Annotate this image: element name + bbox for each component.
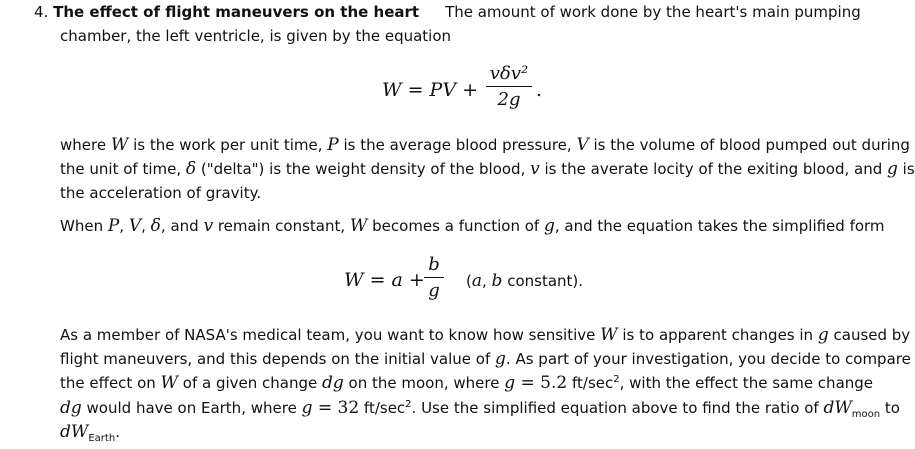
def-text: the acceleration of gravity. — [60, 184, 262, 202]
q-g: g — [301, 398, 313, 418]
def-text: is the average blood pressure, — [338, 136, 577, 154]
eq2-note-text: ( — [466, 272, 472, 290]
eq2-constant-note — [466, 271, 583, 291]
definitions-line-1 — [60, 135, 910, 155]
q-dW: dW — [823, 398, 852, 418]
q-text: to — [880, 399, 900, 417]
problem-title: The effect of flight maneuvers on the heart — [53, 3, 420, 21]
equation-2-fraction — [424, 254, 444, 302]
def-text: the unit of time, — [60, 160, 186, 178]
definitions-line-2 — [60, 159, 915, 179]
simp-g: g — [543, 216, 555, 236]
q-moon-subscript: moon — [851, 409, 881, 420]
q-text: . Use the simplified equation above to find the ratio of — [411, 399, 824, 417]
intro-text-a: The amount of work done by the heart's main pumping — [445, 3, 861, 21]
q-text: , with the effect the same change — [619, 374, 874, 392]
q-text: . — [115, 423, 120, 441]
q-dg: dg — [60, 398, 82, 418]
simp-v: v — [203, 216, 214, 236]
q-g: g — [495, 349, 506, 369]
q-text: . As part of your investigation, you decide to compare — [505, 350, 911, 368]
simp-delta: δ — [150, 216, 161, 236]
q-text: As a member of NASA's medical team, you want to know how sensitive — [60, 326, 601, 344]
q-dW: dW — [60, 422, 89, 442]
eq2-fraction-bar — [424, 277, 444, 278]
problem-number: 4. — [34, 3, 49, 21]
eq1-plus: + — [456, 79, 479, 101]
eq2-W: W — [344, 269, 364, 291]
intro-line-2 — [60, 26, 451, 46]
simp-V: V — [128, 216, 142, 236]
def-P: P — [327, 135, 339, 155]
def-text: is the volume of blood pumped out during — [588, 136, 910, 154]
eq2-note-text: , — [482, 272, 492, 290]
q-squared: 2 — [405, 399, 412, 410]
q-squared: 2 — [613, 374, 620, 385]
question-line-5 — [60, 422, 120, 442]
q-text: flight maneuvers, and this depends on the initial value of — [60, 350, 496, 368]
q-earth-subscript: Earth — [88, 433, 116, 444]
q-text: the effect on — [60, 374, 161, 392]
simp-text: , — [141, 217, 151, 235]
q-dg: dg — [322, 373, 344, 393]
q-unit: ft/sec — [359, 399, 406, 417]
simp-P: P — [107, 216, 120, 236]
equation-1-left — [382, 79, 478, 101]
q-W: W — [600, 325, 618, 345]
eq1-PV: PV — [429, 79, 457, 101]
eq1-equals: = — [401, 79, 430, 101]
problem-heading — [34, 2, 861, 22]
eq1-denominator: 2g — [497, 89, 521, 110]
q-unit: ft/sec — [567, 374, 614, 392]
q-text: on the moon, where — [343, 374, 505, 392]
def-text: where — [60, 136, 111, 154]
question-line-1 — [60, 325, 910, 345]
q-moon-value: = 5.2 — [515, 373, 568, 393]
eq1-W: W — [382, 79, 402, 101]
def-text: is the averate locity of the exiting blood, and — [539, 160, 887, 178]
question-line-4 — [60, 398, 900, 418]
equation-2-left — [344, 269, 425, 291]
eq2-a: a — [391, 269, 403, 291]
equation-1-fraction — [486, 63, 532, 111]
eq1-numerator: vδv² — [489, 63, 529, 84]
intro-text-b: chamber, the left ventricle, is given by the equation — [60, 27, 452, 45]
def-text: is the work per unit time, — [128, 136, 328, 154]
def-g: g — [887, 159, 898, 179]
simplified-line — [60, 216, 885, 236]
q-g: g — [817, 325, 829, 345]
q-text: of a given change — [178, 374, 323, 392]
eq1-period: . — [536, 79, 543, 101]
simp-text: , and — [160, 217, 204, 235]
def-text: ("delta") is the weight density of the blood, — [196, 160, 531, 178]
simp-W: W — [349, 216, 368, 236]
def-text: is — [897, 160, 915, 178]
def-W: W — [110, 135, 129, 155]
def-V: V — [576, 135, 589, 155]
simp-text: , — [119, 217, 129, 235]
question-line-3 — [60, 373, 873, 393]
q-text: caused by — [828, 326, 911, 344]
eq2-note-b: b — [491, 271, 503, 291]
definitions-line-3 — [60, 183, 261, 203]
eq1-fraction-bar — [486, 86, 532, 87]
simp-text: , and the equation takes the simplified form — [554, 217, 885, 235]
eq2-plus: + — [402, 269, 425, 291]
def-delta: δ — [185, 159, 197, 179]
def-v: v — [530, 159, 540, 179]
q-g: g — [504, 373, 516, 393]
simp-text: becomes a function of — [367, 217, 544, 235]
eq2-equals: = — [363, 269, 392, 291]
simp-text: remain constant, — [213, 217, 350, 235]
question-line-2 — [60, 349, 911, 369]
eq2-denominator: g — [428, 280, 440, 301]
eq2-numerator: b — [428, 254, 440, 275]
eq2-note-a: a — [471, 271, 482, 291]
q-W: W — [160, 373, 179, 393]
q-earth-value: = 32 — [312, 398, 360, 418]
q-text: would have on Earth, where — [81, 399, 302, 417]
simp-text: When — [60, 217, 108, 235]
q-text: is to apparent changes in — [617, 326, 818, 344]
eq2-note-text: constant). — [502, 272, 584, 290]
